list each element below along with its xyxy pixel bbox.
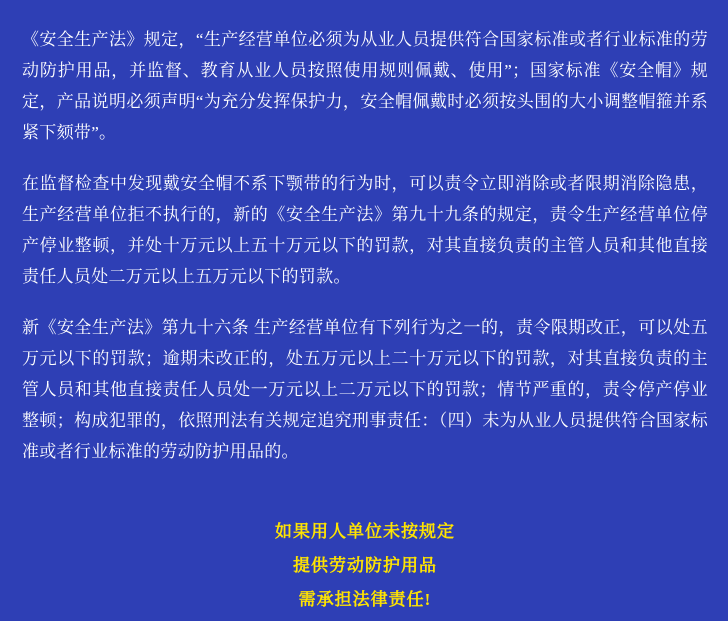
highlight-block <box>22 515 708 617</box>
highlight-line-2: 提供劳动防护用品 <box>293 556 437 575</box>
highlight-line-1: 如果用人单位未按规定 <box>275 522 455 541</box>
paragraph-2: 在监督检查中发现戴安全帽不系下颚带的行为时，可以责令立即消除或者限期消除隐患，生产经营单位拒不执行的，新的《安全生产法》第九十九条的规定，责令生产经营单位停产停业整顿，并处十万元以上五十万元以下的罚款，对其直接负责的主管人员和其他直接责任人员处二万元以上五万元以下的罚款。 <box>22 174 708 286</box>
bottom-bar <box>0 611 728 621</box>
highlight-line-3: 需承担法律责任! <box>298 590 432 609</box>
paragraph-3: 新《安全生产法》第九十六条 生产经营单位有下列行为之一的，责令限期改正，可以处五万元以下的罚款；逾期未改正的，处五万元以上二十万元以下的罚款，对其直接负责的主管人员和其他直接责任人员处一万元以上二万元以下的罚款；情节严重的，责令停产停业整顿；构成犯罪的，依照刑法有关规定追究刑事责任：（四）未为从业人员提供符合国家标准或者行业标准的劳动防护用品的。 <box>22 318 708 461</box>
paragraph-1: 《安全生产法》规定，“生产经营单位必须为从业人员提供符合国家标准或者行业标准的劳动防护用品，并监督、教育从业人员按照使用规则佩戴、使用”；国家标准《安全帽》规定，产品说明必须声明“为充分发挥保护力，安全帽佩戴时必须按头围的大小调整帽箍并系紧下颏带”。 <box>22 30 708 142</box>
slide-content <box>22 24 708 617</box>
